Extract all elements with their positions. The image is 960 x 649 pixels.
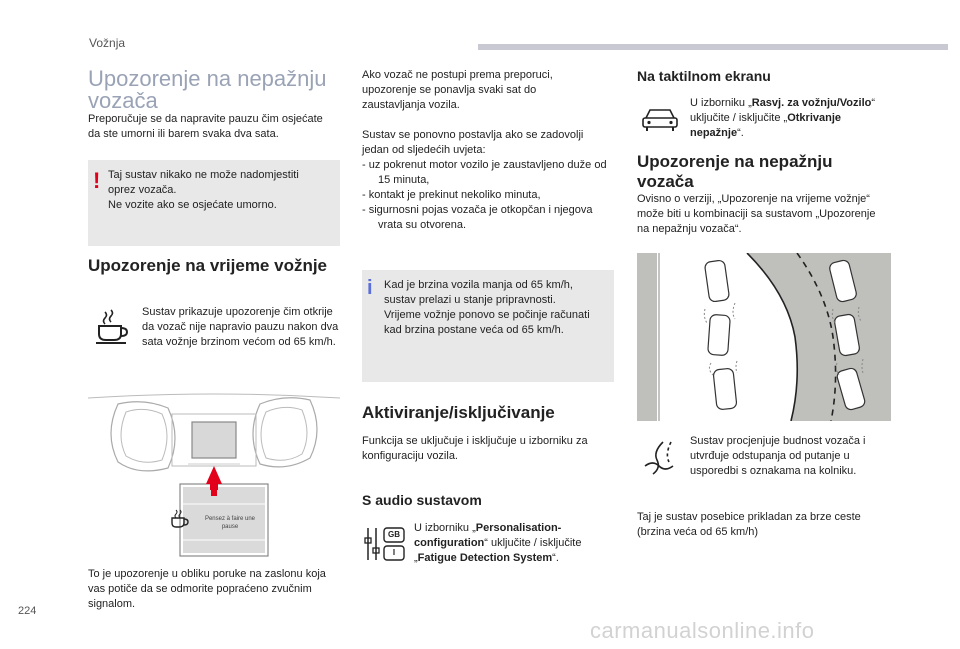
suitability-text: Taj je sustav posebice prikladan za brze ceste (brzina veća od 65 km/h) <box>637 511 861 538</box>
bottom-text: To je upozorenje u obliku poruke na zaslonu koja vas potiče da se odmorite popraćeno zvučnim signalom. <box>88 568 326 610</box>
list-item: - sigurnosni pojas vozača je otkopčan i njegova vrata su otvorena. <box>362 204 593 231</box>
warning-text: Taj sustav nikako ne može nadomjestiti oprez vozača. Ne vozite ako se osjećate umorno. <box>108 169 299 211</box>
gb-button-label: GB <box>388 530 400 539</box>
time-warning-text: Sustav prikazuje upozorenje čim otkrije da vozač nije napravio pauzu nakon dva sata vožnje brzinom većom od 65 km/h. <box>142 306 339 348</box>
assessment-text: Sustav procjenjuje budnost vozača i utvrđuje odstupanja od putanje u usporedbi s oznakama na kolniku. <box>690 435 866 477</box>
coffee-cup-icon <box>92 308 132 346</box>
warning-box <box>88 160 340 246</box>
touchscreen-text: U izborniku „Rasvj. za vožnju/Vozilo“ uključite / isključite „Otkrivanje nepažnje“. <box>690 97 876 139</box>
info-text: Kad je brzina vozila manja od 65 km/h, sustav prelazi u stanje pripravnosti. Vrijeme vožnje ponovo se počinje računati kad brzina postane veća od 65 km/h. <box>384 279 590 336</box>
heading-touchscreen: Na taktilnom ekranu <box>637 68 771 84</box>
repeat-text: Ako vozač ne postupi prema preporuci, upozorenje se ponavlja svaki sat do zaustavljanja vozila. <box>362 69 553 111</box>
lane-assist-icon <box>641 440 677 476</box>
instrument-cluster-illustration <box>88 392 340 562</box>
car-icon <box>640 104 680 134</box>
audio-text: U izborniku „Personalisation-configuration“ uključite / isključite „Fatigue Detection System“. <box>414 522 582 564</box>
info-box <box>362 270 614 382</box>
attention-text: Ovisno o verziji, „Upozorenje na vrijeme vožnje“ može biti u kombinaciji sa sustavom „Upozorenje na nepažnju vozača“. <box>637 193 876 235</box>
warning-icon: ! <box>93 168 101 193</box>
activation-text: Funkcija se uključuje i isključuje u izborniku za konfiguraciju vozila. <box>362 435 588 462</box>
section-label: Vožnja <box>89 36 126 50</box>
page-number: 224 <box>18 605 37 617</box>
list-item: - kontakt je prekinut nekoliko minuta, <box>362 189 541 201</box>
i-button-label: I <box>392 548 396 557</box>
reset-text: Sustav se ponovno postavlja ako se zadovolji jedan od sljedećih uvjeta: - uz pokrenut motor vozilo je zaustavljeno duže od 15 minuta, - kontakt je prekinut nekoliko minuta, - sigurnosni pojas vozača je otkopčan i njegova vrata su otvorena. <box>362 129 607 231</box>
watermark: carmanualsonline.info <box>590 618 815 643</box>
heading-time-warning: Upozorenje na vrijeme vožnje <box>88 256 328 275</box>
intro-text: Preporučuje se da napravite pauzu čim osjećate da ste umorni ili barem svaka dva sata. <box>88 113 323 140</box>
heading-audio: S audio sustavom <box>362 492 482 508</box>
list-item: - uz pokrenut motor vozilo je zaustavljeno duže od 15 minuta, <box>362 159 607 186</box>
heading-attention: Upozorenje na nepažnju vozača <box>637 152 833 191</box>
page-title: Upozorenje na nepažnju vozača <box>88 66 327 113</box>
info-icon: i <box>367 277 373 299</box>
heading-activation: Aktiviranje/isključivanje <box>362 403 555 422</box>
header-bar <box>478 44 948 50</box>
road-lane-illustration <box>637 253 891 421</box>
reset-conditions-list <box>362 158 607 233</box>
display-message: Pensez à faire une pause <box>204 516 256 530</box>
